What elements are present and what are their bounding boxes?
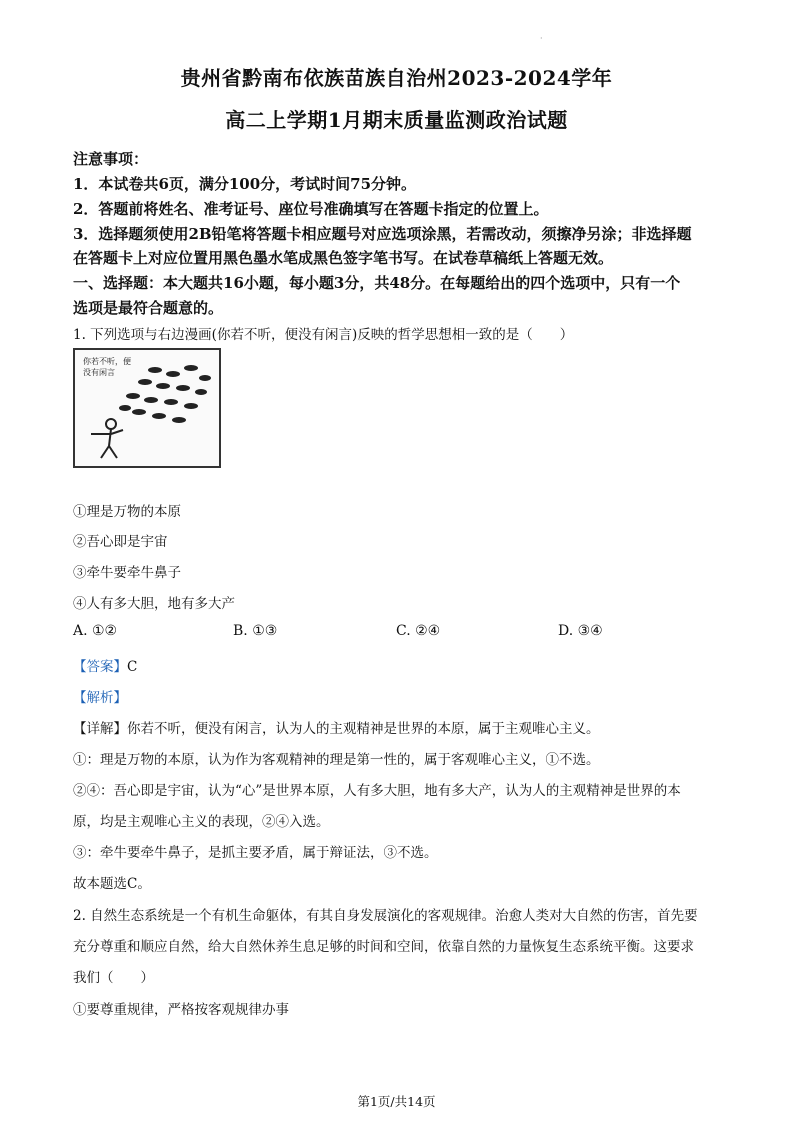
q1-statement-1: ①理是万物的本原 — [73, 504, 181, 520]
q2-statement-1: ①要尊重规律，严格按客观规律办事 — [73, 1002, 289, 1018]
detail-label: 【详解】 — [73, 721, 127, 737]
notice-item-3a: 3．选择题须使用2B铅笔将答题卡相应题号对应选项涂黑，若需改动，须擦净另涂；非选择题 — [73, 225, 692, 243]
cartoon-caption: 你若不听，便 没有闲言 — [83, 357, 131, 377]
exam-title-line1: 贵州省黔南布依族苗族自治州2023-2024学年 — [180, 66, 613, 90]
q2-stem-2: 充分尊重和顺应自然，给大自然休养生息足够的时间和空间，依靠自然的力量恢复生态系统平衡。这要求 — [73, 939, 694, 955]
q1-statement-4: ④人有多大胆，地有多大产 — [73, 596, 235, 612]
q1-explain-2a: ②④：吾心即是宇宙，认为“心”是世界本原，人有多大胆，地有多大产，认为人的主观精神是世界的本 — [73, 783, 681, 799]
q2-stem-3: 我们（ ） — [73, 970, 154, 986]
decorative-dot: · — [540, 34, 543, 43]
q1-statement-2: ②吾心即是宇宙 — [73, 534, 168, 550]
q1-statement-3: ③牵牛要牵牛鼻子 — [73, 565, 181, 581]
analysis-label: 【解析】 — [73, 690, 127, 706]
notice-item-2: 2．答题前将姓名、准考证号、座位号准确填写在答题卡指定的位置上。 — [73, 200, 549, 218]
notice-item-3b: 在答题卡上对应位置用黑色墨水笔成黑色签字笔书写。在试卷草稿纸上答题无效。 — [73, 249, 614, 267]
page-number: 第1页/共14页 — [357, 1094, 436, 1109]
section-intro-2: 选项是最符合题意的。 — [73, 299, 224, 317]
q1-explain-2b: 原，均是主观唯心主义的表现，②④入选。 — [73, 814, 330, 830]
q1-cartoon-image — [73, 348, 221, 468]
exam-title-line2: 高二上学期1月期末质量监测政治试题 — [225, 108, 568, 132]
cartoon-drawing — [75, 350, 219, 466]
q1-stem: 1. 下列选项与右边漫画(你若不听，便没有闲言)反映的哲学思想相一致的是（ ） — [73, 327, 574, 343]
q1-explain-3: ③：牵牛要牵牛鼻子，是抓主要矛盾，属于辩证法，③不选。 — [73, 845, 438, 861]
q1-option-c: C. ②④ — [396, 623, 441, 639]
q1-option-a: A. ①② — [73, 623, 118, 639]
answer-value: C — [127, 659, 138, 675]
section-intro-1: 一、选择题：本大题共16小题，每小题3分，共48分。在每题给出的四个选项中，只有一个 — [73, 274, 681, 292]
q1-option-d: D. ③④ — [558, 623, 603, 639]
q1-detail — [73, 717, 733, 737]
notice-heading: 注意事项： — [73, 150, 149, 168]
q1-conclusion: 故本题选C。 — [73, 876, 151, 892]
q1-option-b: B. ①③ — [233, 623, 278, 639]
detail-text: 你若不听，便没有闲言，认为人的主观精神是世界的本原，属于主观唯心主义。 — [127, 721, 600, 737]
answer-label: 【答案】 — [73, 659, 127, 675]
notice-item-1: 1．本试卷共6页，满分100分，考试时间75分钟。 — [73, 175, 417, 193]
q1-explain-1: ①：理是万物的本原，认为作为客观精神的理是第一性的，属于客观唯心主义，①不选。 — [73, 752, 600, 768]
q1-answer — [73, 655, 733, 675]
q2-stem-1: 2. 自然生态系统是一个有机生命躯体，有其自身发展演化的客观规律。治愈人类对大自然的伤害，首先要 — [73, 908, 698, 924]
